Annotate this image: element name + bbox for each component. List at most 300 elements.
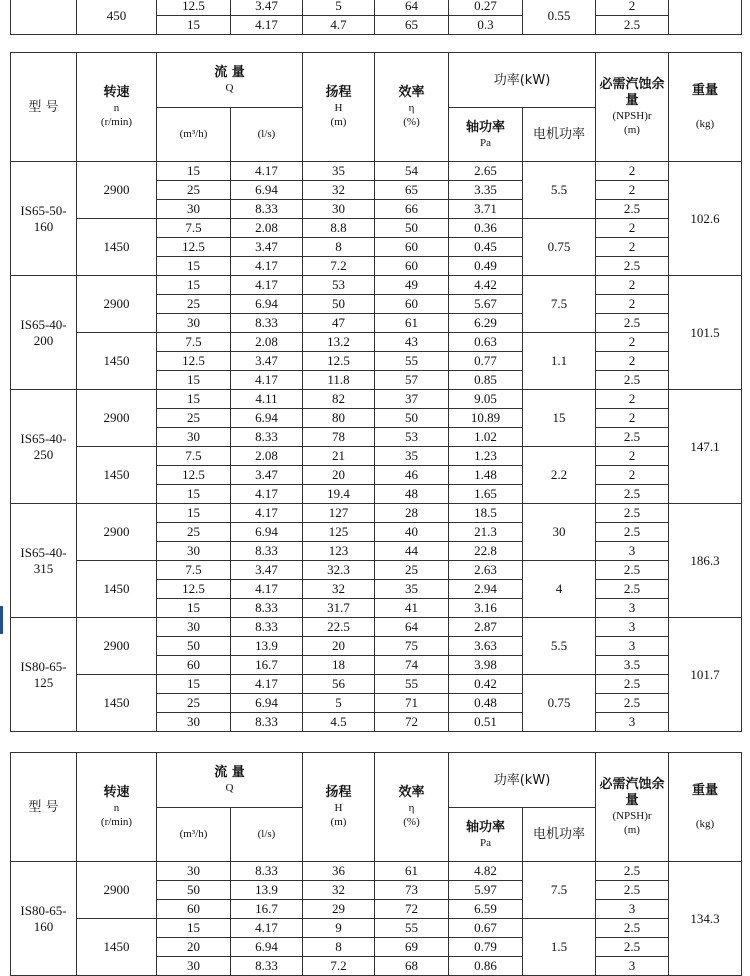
data-cell: 40	[375, 523, 449, 542]
data-cell: 15	[157, 257, 231, 276]
npsh-cell: 2	[596, 219, 669, 238]
data-cell: 82	[303, 390, 375, 409]
bottom-header-speed-label: 转速	[103, 785, 130, 800]
data-cell: 13.2	[303, 333, 375, 352]
data-cell: 0.49	[449, 257, 523, 276]
data-cell: 6.59	[449, 900, 523, 919]
data-cell: 53	[303, 276, 375, 295]
data-cell: 35	[375, 580, 449, 599]
table-row	[11, 862, 742, 881]
data-cell: 0.67	[449, 919, 523, 938]
data-cell: 3.47	[231, 466, 303, 485]
motor-power-cell: 0.75	[523, 675, 596, 732]
data-cell: 4.17	[231, 16, 303, 35]
bottom-header-flow-ls: (l/s)	[231, 808, 303, 862]
data-cell: 7.5	[157, 447, 231, 466]
data-cell: 66	[375, 200, 449, 219]
data-cell: 18	[303, 656, 375, 675]
data-cell: 22.5	[303, 618, 375, 637]
data-cell: 72	[375, 900, 449, 919]
data-cell: 6.94	[231, 694, 303, 713]
data-cell: 6.94	[231, 938, 303, 957]
header-eff-symbol: η	[408, 102, 415, 114]
bottom-header-power: 功率(kW)	[449, 753, 596, 808]
data-cell: 2.08	[231, 333, 303, 352]
data-cell: 3.47	[231, 561, 303, 580]
header-head-unit: (m)	[330, 116, 347, 128]
data-cell: 4.17	[231, 675, 303, 694]
data-cell: 73	[375, 881, 449, 900]
data-cell: 3.47	[231, 352, 303, 371]
speed-cell: 2900	[77, 618, 157, 675]
model-cell: IS65-40-250	[11, 390, 77, 504]
bottom-header-weight-label: 重量	[691, 783, 718, 798]
data-cell: 15	[157, 390, 231, 409]
data-cell: 10.89	[449, 409, 523, 428]
data-cell: 4.5	[303, 713, 375, 732]
npsh-cell: 3	[596, 957, 669, 976]
data-cell: 4.42	[449, 276, 523, 295]
npsh-cell: 2.5	[596, 561, 669, 580]
data-cell: 1.48	[449, 466, 523, 485]
data-cell: 55	[375, 352, 449, 371]
npsh-cell: 2.5	[596, 881, 669, 900]
bottom-header-eff-unit: (%)	[403, 816, 420, 828]
data-cell: 9.05	[449, 390, 523, 409]
data-cell: 9	[303, 919, 375, 938]
data-cell: 15	[157, 504, 231, 523]
data-cell: 8.33	[231, 957, 303, 976]
data-cell: 6.94	[231, 409, 303, 428]
data-cell: 0.27	[449, 0, 523, 16]
header-shaft-label: 轴功率	[465, 119, 505, 135]
data-cell: 30	[157, 200, 231, 219]
data-cell: 3.71	[449, 200, 523, 219]
table-row	[11, 675, 742, 694]
header-flow-m3h: (m³/h)	[157, 108, 231, 162]
speed-cell: 1450	[77, 561, 157, 618]
data-cell: 0.36	[449, 219, 523, 238]
data-cell: 16.7	[231, 656, 303, 675]
npsh-cell: 3	[596, 599, 669, 618]
bottom-header-speed-symbol: n	[113, 802, 120, 814]
bottom-header-head-symbol: H	[334, 802, 343, 814]
data-cell: 55	[375, 919, 449, 938]
motor-power-cell: 15	[523, 390, 596, 447]
npsh-cell: 2	[596, 238, 669, 257]
data-cell: 60	[157, 900, 231, 919]
data-cell: 3.63	[449, 637, 523, 656]
data-cell: 4.11	[231, 390, 303, 409]
data-cell: 125	[303, 523, 375, 542]
model-cell: IS80-65-125	[11, 618, 77, 732]
bottom-header-eff-symbol: η	[408, 802, 415, 814]
header-weight-label: 重量	[691, 83, 718, 98]
header-flow-ls: (l/s)	[231, 108, 303, 162]
data-cell: 22.8	[449, 542, 523, 561]
bottom-header-head	[303, 753, 375, 862]
data-cell: 2.65	[449, 162, 523, 181]
data-cell: 61	[375, 314, 449, 333]
header-npsh	[596, 53, 669, 162]
table-row	[11, 390, 742, 409]
data-cell: 0.45	[449, 238, 523, 257]
bottom-header-speed-unit: (r/min)	[100, 816, 133, 828]
weight-cell: 147.1	[669, 390, 742, 504]
data-cell: 64	[375, 618, 449, 637]
data-cell: 4.17	[231, 257, 303, 276]
data-cell: 12.5	[157, 0, 231, 16]
data-cell: 25	[157, 523, 231, 542]
motor-power-cell: 7.5	[523, 862, 596, 919]
data-cell: 5	[303, 0, 375, 16]
data-cell: 50	[157, 881, 231, 900]
data-cell: 4.17	[231, 580, 303, 599]
data-cell: 6.94	[231, 181, 303, 200]
data-cell: 5	[303, 694, 375, 713]
data-cell: 0.48	[449, 694, 523, 713]
speed-cell: 2900	[77, 276, 157, 333]
data-cell: 3.98	[449, 656, 523, 675]
header-flow-symbol: Q	[225, 82, 234, 94]
data-cell: 80	[303, 409, 375, 428]
motor-power-cell: 1.5	[523, 919, 596, 976]
data-cell: 0.63	[449, 333, 523, 352]
header-efficiency	[375, 53, 449, 162]
side-marker	[0, 606, 3, 634]
data-cell: 3.47	[231, 238, 303, 257]
data-cell: 20	[303, 637, 375, 656]
data-cell: 8	[303, 938, 375, 957]
npsh-cell: 2	[596, 466, 669, 485]
data-cell: 0.3	[449, 16, 523, 35]
header-shaft-symbol: Pa	[480, 136, 491, 149]
data-cell: 30	[303, 200, 375, 219]
header-shaft-power	[449, 108, 523, 162]
data-cell: 8.33	[231, 542, 303, 561]
data-cell: 0.86	[449, 957, 523, 976]
data-cell: 30	[157, 618, 231, 637]
data-cell: 32	[303, 181, 375, 200]
data-cell: 15	[157, 162, 231, 181]
npsh-cell: 2.5	[596, 428, 669, 447]
data-cell: 4.17	[231, 485, 303, 504]
npsh-cell: 3	[596, 713, 669, 732]
header-speed	[77, 53, 157, 162]
speed-cell: 2900	[77, 504, 157, 561]
data-cell: 69	[375, 938, 449, 957]
npsh-cell: 3	[596, 900, 669, 919]
motor-power-cell: 5.5	[523, 618, 596, 675]
data-cell: 1.23	[449, 447, 523, 466]
data-cell: 31.7	[303, 599, 375, 618]
bottom-header-eff-label: 效率	[398, 785, 425, 800]
header-speed-symbol: n	[113, 102, 120, 114]
data-cell: 30	[157, 542, 231, 561]
data-cell: 65	[375, 16, 449, 35]
data-cell: 50	[157, 637, 231, 656]
data-cell: 44	[375, 542, 449, 561]
npsh-cell: 2.5	[596, 523, 669, 542]
table-row	[11, 447, 742, 466]
npsh-cell: 2.5	[596, 371, 669, 390]
data-cell: 0.85	[449, 371, 523, 390]
data-cell: 11.8	[303, 371, 375, 390]
data-cell: 46	[375, 466, 449, 485]
data-cell: 12.5	[157, 238, 231, 257]
table-row	[11, 162, 742, 181]
header-npsh-unit: (m)	[624, 124, 640, 136]
npsh-cell: 2	[596, 0, 669, 16]
data-cell: 35	[303, 162, 375, 181]
bottom-header-head-unit: (m)	[330, 816, 347, 828]
bottom-header-motor-power: 电机功率	[523, 808, 596, 862]
motor-power-cell: 5.5	[523, 162, 596, 219]
data-cell: 60	[157, 656, 231, 675]
data-cell: 13.9	[231, 637, 303, 656]
data-cell: 4.17	[231, 919, 303, 938]
data-cell: 30	[157, 428, 231, 447]
data-cell: 7.2	[303, 257, 375, 276]
bottom-header-model: 型 号	[11, 753, 77, 862]
data-cell: 2.94	[449, 580, 523, 599]
npsh-cell: 2.5	[596, 485, 669, 504]
npsh-cell: 2.5	[596, 862, 669, 881]
data-cell: 8	[303, 238, 375, 257]
speed-cell: 2900	[77, 390, 157, 447]
data-cell: 30	[157, 713, 231, 732]
data-cell: 15	[157, 276, 231, 295]
data-cell: 41	[375, 599, 449, 618]
table-row	[11, 276, 742, 295]
data-cell: 8.33	[231, 200, 303, 219]
data-cell: 8.8	[303, 219, 375, 238]
data-cell: 15	[157, 16, 231, 35]
npsh-cell: 2.5	[596, 314, 669, 333]
npsh-cell: 3	[596, 637, 669, 656]
header-head-label: 扬程	[325, 85, 352, 100]
data-cell: 60	[375, 257, 449, 276]
data-cell: 36	[303, 862, 375, 881]
npsh-cell: 2	[596, 162, 669, 181]
speed-cell: 450	[77, 0, 157, 35]
weight-cell: 186.3	[669, 504, 742, 618]
motor-power-cell: 1.1	[523, 333, 596, 390]
data-cell: 8.33	[231, 713, 303, 732]
data-cell: 37	[375, 390, 449, 409]
data-cell: 4.17	[231, 371, 303, 390]
data-cell: 6.29	[449, 314, 523, 333]
header-flow-label: 流 量	[214, 65, 245, 80]
data-cell: 20	[303, 466, 375, 485]
bottom-header-npsh-label: 必需汽蚀余量	[599, 777, 665, 808]
data-cell: 50	[375, 409, 449, 428]
data-cell: 47	[303, 314, 375, 333]
data-cell: 32.3	[303, 561, 375, 580]
speed-cell: 1450	[77, 219, 157, 276]
table-row	[11, 219, 742, 238]
data-cell: 25	[157, 409, 231, 428]
data-cell: 3.16	[449, 599, 523, 618]
data-cell: 32	[303, 580, 375, 599]
weight-cell	[669, 0, 742, 35]
data-cell: 8.33	[231, 618, 303, 637]
speed-cell: 2900	[77, 162, 157, 219]
header-weight	[669, 53, 742, 162]
data-cell: 7.5	[157, 561, 231, 580]
data-cell: 56	[303, 675, 375, 694]
data-cell: 1.02	[449, 428, 523, 447]
data-cell: 25	[157, 181, 231, 200]
npsh-cell: 3	[596, 618, 669, 637]
data-cell: 8.33	[231, 599, 303, 618]
data-cell: 20	[157, 938, 231, 957]
data-cell: 2.87	[449, 618, 523, 637]
data-cell: 32	[303, 881, 375, 900]
header-head	[303, 53, 375, 162]
speed-cell: 1450	[77, 333, 157, 390]
data-cell: 21.3	[449, 523, 523, 542]
data-cell: 3.47	[231, 0, 303, 16]
motor-power-cell: 0.75	[523, 219, 596, 276]
data-cell: 54	[375, 162, 449, 181]
data-cell: 48	[375, 485, 449, 504]
data-cell: 60	[375, 238, 449, 257]
data-cell: 30	[157, 862, 231, 881]
data-cell: 12.5	[157, 580, 231, 599]
header-speed-label: 转速	[103, 85, 130, 100]
speed-cell: 2900	[77, 862, 157, 919]
header-motor-power: 电机功率	[523, 108, 596, 162]
pump-spec-table-bottom	[10, 752, 742, 976]
data-cell: 71	[375, 694, 449, 713]
data-cell: 8.33	[231, 428, 303, 447]
data-cell: 2.08	[231, 219, 303, 238]
data-cell: 57	[375, 371, 449, 390]
data-cell: 4.7	[303, 16, 375, 35]
data-cell: 5.97	[449, 881, 523, 900]
data-cell: 4.17	[231, 162, 303, 181]
table-fragment-top	[10, 0, 742, 35]
header-head-symbol: H	[334, 102, 343, 114]
header-eff-label: 效率	[398, 85, 425, 100]
npsh-cell: 2.5	[596, 675, 669, 694]
data-cell: 15	[157, 371, 231, 390]
data-cell: 64	[375, 0, 449, 16]
data-cell: 68	[375, 957, 449, 976]
data-cell: 8.33	[231, 314, 303, 333]
data-cell: 15	[157, 485, 231, 504]
speed-cell: 1450	[77, 675, 157, 732]
bottom-header-efficiency	[375, 753, 449, 862]
pump-spec-table-main	[10, 52, 742, 732]
data-cell: 72	[375, 713, 449, 732]
data-cell: 4.82	[449, 862, 523, 881]
bottom-header-flow-symbol: Q	[225, 782, 234, 794]
data-cell: 35	[375, 447, 449, 466]
bottom-header-weight-unit: (kg)	[695, 818, 715, 830]
motor-power-cell: 0.55	[523, 0, 596, 35]
npsh-cell: 2.5	[596, 504, 669, 523]
bottom-header-shaft-power	[449, 808, 523, 862]
data-cell: 61	[375, 862, 449, 881]
npsh-cell: 2	[596, 352, 669, 371]
bottom-header-head-label: 扬程	[325, 785, 352, 800]
data-cell: 30	[157, 957, 231, 976]
motor-power-cell: 2.2	[523, 447, 596, 504]
table-row	[11, 333, 742, 352]
table-row	[11, 0, 742, 16]
bottom-header-npsh-unit: (m)	[624, 824, 640, 836]
data-cell: 78	[303, 428, 375, 447]
model-cell: IS80-65-160	[11, 862, 77, 976]
data-cell: 74	[375, 656, 449, 675]
bottom-header-flow	[157, 753, 303, 808]
data-cell: 15	[157, 675, 231, 694]
data-cell: 16.7	[231, 900, 303, 919]
motor-power-cell: 7.5	[523, 276, 596, 333]
weight-cell: 134.3	[669, 862, 742, 976]
motor-power-cell: 4	[523, 561, 596, 618]
header-power: 功率(kW)	[449, 53, 596, 108]
speed-cell: 1450	[77, 919, 157, 976]
npsh-cell: 2	[596, 409, 669, 428]
data-cell: 0.42	[449, 675, 523, 694]
bottom-header-speed	[77, 753, 157, 862]
data-cell: 60	[375, 295, 449, 314]
header-weight-unit: (kg)	[695, 118, 715, 130]
data-cell: 19.4	[303, 485, 375, 504]
data-cell: 15	[157, 919, 231, 938]
speed-cell: 1450	[77, 447, 157, 504]
npsh-cell: 2.5	[596, 694, 669, 713]
model-cell: IS65-40-315	[11, 504, 77, 618]
data-cell: 7.2	[303, 957, 375, 976]
bottom-header-npsh	[596, 753, 669, 862]
data-cell: 25	[157, 295, 231, 314]
npsh-cell: 3	[596, 542, 669, 561]
data-cell: 65	[375, 181, 449, 200]
data-cell: 2.63	[449, 561, 523, 580]
npsh-cell: 2	[596, 333, 669, 352]
table-row	[11, 561, 742, 580]
header-npsh-label: 必需汽蚀余量	[599, 77, 665, 108]
data-cell: 53	[375, 428, 449, 447]
data-cell: 75	[375, 637, 449, 656]
npsh-cell: 2	[596, 276, 669, 295]
model-cell: IS65-40-200	[11, 276, 77, 390]
header-flow	[157, 53, 303, 108]
data-cell: 12.5	[157, 466, 231, 485]
data-cell: 43	[375, 333, 449, 352]
data-cell: 13.9	[231, 881, 303, 900]
table-row	[11, 504, 742, 523]
npsh-cell: 2.5	[596, 16, 669, 35]
data-cell: 15	[157, 599, 231, 618]
data-cell: 1.65	[449, 485, 523, 504]
table-row	[11, 618, 742, 637]
weight-cell: 101.5	[669, 276, 742, 390]
npsh-cell: 2.5	[596, 919, 669, 938]
data-cell: 123	[303, 542, 375, 561]
data-cell: 6.94	[231, 295, 303, 314]
npsh-cell: 3.5	[596, 656, 669, 675]
npsh-cell: 2	[596, 447, 669, 466]
data-cell: 7.5	[157, 219, 231, 238]
data-cell: 127	[303, 504, 375, 523]
npsh-cell: 2.5	[596, 938, 669, 957]
data-cell: 30	[157, 314, 231, 333]
